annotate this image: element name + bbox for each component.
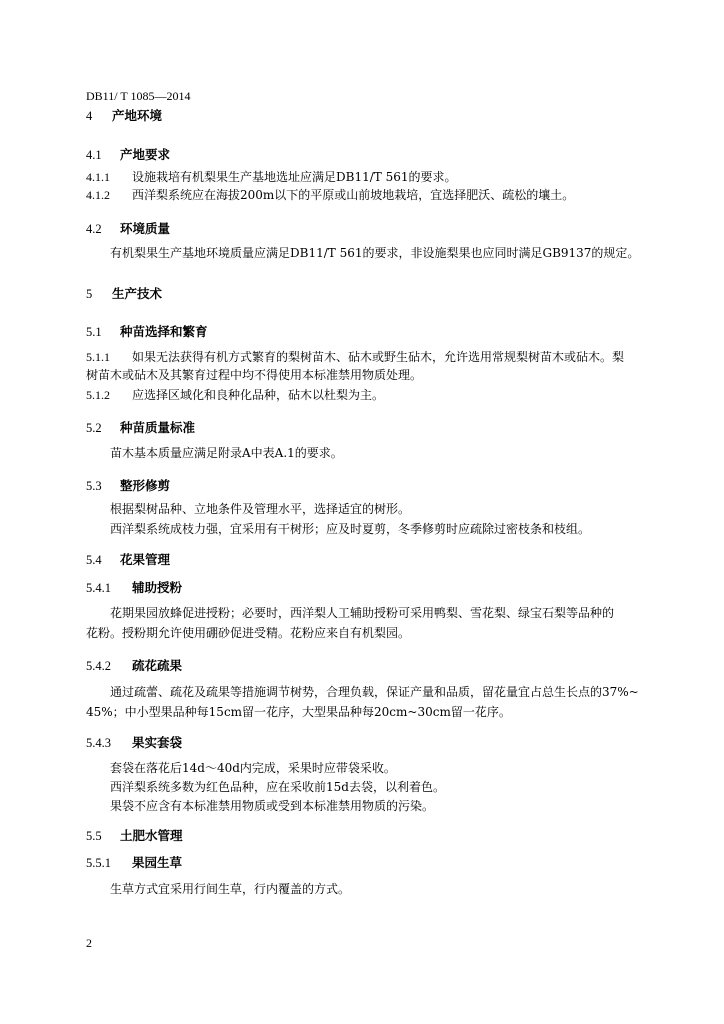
clause-number: 5.1.2: [86, 388, 110, 402]
paragraph-5-4-1-line-1: 花期果园放蜂促进授粉；必要时，西洋梨人工辅助授粉可采用鸭梨、雪花梨、绿宝石梨等品种的: [110, 606, 615, 620]
clause-number: 4.1.2: [86, 188, 110, 202]
section-number: 5.4.1: [86, 581, 111, 595]
clause-text: 西洋梨系统应在海拔200m以下的平原或山前坡地栽培，宜选择肥沃、疏松的壤土。: [132, 188, 575, 202]
section-5-heading: [86, 284, 162, 302]
clause-number: 5.1.1: [86, 350, 110, 364]
section-title: 环境质量: [120, 221, 171, 236]
section-5-4-3-heading: [86, 733, 182, 751]
paragraph-5-3-1: 根据梨树品种、立地条件及管理水平，选择适宜的树形。: [110, 502, 411, 516]
section-number: 4.2: [86, 222, 102, 236]
clause-text: 设施栽培有机梨果生产基地选址应满足DB11/T 561的要求。: [132, 170, 457, 184]
document-code: DB11/ T 1085—2014: [86, 89, 191, 103]
section-title: 果园生草: [132, 855, 183, 870]
section-5-2-heading: [86, 418, 195, 436]
section-number: 5.4.3: [86, 736, 111, 750]
section-number: 5.5: [86, 829, 102, 843]
clause-5-1-1-continued: 树苗木或砧木及其繁育过程中均不得使用本标准禁用物质处理。: [86, 368, 423, 382]
section-number: 4: [86, 109, 93, 123]
section-number: 5.4: [86, 553, 102, 567]
section-title: 种苗选择和繁育: [120, 324, 208, 339]
clause-4-1-2: [86, 186, 574, 204]
section-number: 5: [86, 287, 93, 301]
section-5-5-heading: [86, 826, 183, 844]
section-4-heading: [86, 106, 162, 124]
paragraph-4-2: 有机梨果生产基地环境质量应满足DB11/T 561的要求，非设施梨果也应同时满足GB9137的规定。: [110, 246, 640, 260]
clause-number: 4.1.1: [86, 170, 110, 184]
section-5-4-1-heading: [86, 578, 182, 596]
paragraph-5-5-1: 生草方式宜采用行间生草，行内覆盖的方式。: [110, 882, 351, 896]
section-title: 整形修剪: [120, 478, 171, 493]
section-number: 4.1: [86, 148, 102, 162]
clause-text-line-1: 如果无法获得有机方式繁育的梨树苗木、砧木或野生砧木，允许选用常规梨树苗木或砧木。梨: [132, 350, 625, 364]
section-title: 辅助授粉: [132, 580, 183, 595]
section-5-3-heading: [86, 476, 170, 494]
section-title: 果实套袋: [132, 735, 183, 750]
clause-5-1-1: [86, 348, 624, 366]
clause-text: 应选择区域化和良种化品种，砧木以杜梨为主。: [132, 388, 385, 402]
section-title: 土肥水管理: [120, 828, 183, 843]
page-number: 2: [86, 936, 92, 950]
section-number: 5.2: [86, 421, 102, 435]
paragraph-5-4-1-line-2: 花粉。授粉期允许使用硼砂促进受精。花粉应来自有机梨园。: [86, 626, 411, 640]
section-title: 种苗质量标准: [120, 420, 196, 435]
section-title: 产地环境: [112, 108, 163, 123]
paragraph-5-4-2-line-1: 通过疏蕾、疏花及疏果等措施调节树势，合理负载，保证产量和品质，留花量宜占总生长点的37%~: [110, 685, 639, 699]
section-number: 5.3: [86, 479, 102, 493]
paragraph-5-4-2-line-2: 45%；中小型果品种每15cm留一花序，大型果品种每20cm~30cm留一花序。: [86, 705, 511, 719]
paragraph-5-3-2: 西洋梨系统成枝力强，宜采用有干树形；应及时夏剪，冬季修剪时应疏除过密枝条和枝组。: [110, 522, 591, 536]
section-title: 花果管理: [120, 552, 171, 567]
clause-5-1-2: [86, 386, 384, 404]
clause-4-1-1: [86, 168, 456, 186]
paragraph-5-2: 苗木基本质量应满足附录A中表A.1的要求。: [110, 446, 343, 460]
section-5-4-2-heading: [86, 656, 182, 674]
section-5-5-1-heading: [86, 853, 182, 871]
paragraph-5-4-3-1: 套袋在落花后14d～40d内完成，采果时应带袋采收。: [110, 761, 396, 775]
section-title: 疏花疏果: [132, 658, 183, 673]
section-4-2-heading: [86, 219, 170, 237]
section-number: 5.5.1: [86, 856, 111, 870]
section-5-1-heading: [86, 322, 208, 340]
section-title: 产地要求: [120, 147, 171, 162]
section-5-4-heading: [86, 550, 170, 568]
section-4-1-heading: [86, 145, 170, 163]
paragraph-5-4-3-2: 西洋梨系统多数为红色品种，应在采收前15d去袋，以利着色。: [110, 780, 445, 794]
section-number: 5.4.2: [86, 659, 111, 673]
section-title: 生产技术: [112, 286, 163, 301]
section-number: 5.1: [86, 325, 102, 339]
paragraph-5-4-3-3: 果袋不应含有本标准禁用物质或受到本标准禁用物质的污染。: [110, 799, 435, 813]
